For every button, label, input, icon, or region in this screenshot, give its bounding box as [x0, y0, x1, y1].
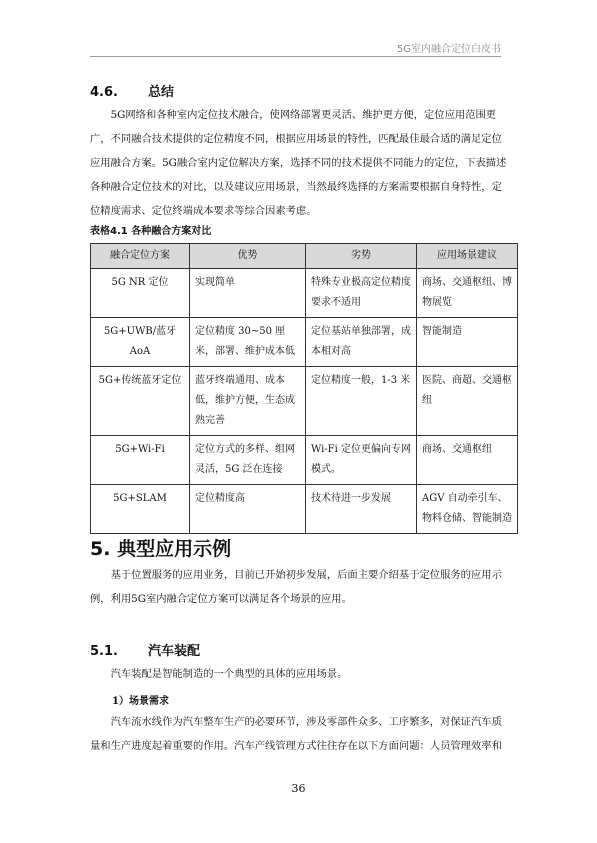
table-row — [91, 436, 518, 485]
table-cell: 5G+UWB/蓝牙 AoA — [91, 318, 190, 367]
section-title: 汽车装配 — [148, 644, 201, 659]
table-cell: 医院、商超、交通枢纽 — [417, 367, 518, 436]
table-row — [91, 269, 518, 318]
table-cell: 特殊专业极高定位精度要求不适用 — [306, 269, 417, 318]
column-header: 劣势 — [306, 244, 417, 269]
table-caption: 表格4.1 各种融合方案对比 — [90, 226, 212, 237]
chapter-title: 典型应用示例 — [117, 538, 232, 560]
table-cell: 定位方式的多样、组网灵活，5G 泛在连接 — [190, 436, 306, 485]
table-cell: 商场、交通枢纽、博物展览 — [417, 269, 518, 318]
column-header: 应用场景建议 — [417, 244, 518, 269]
section-title: 总结 — [148, 85, 175, 100]
table-cell: 智能制造 — [417, 318, 518, 367]
paragraph-text: 基于位置服务的应用业务，目前已开始初步发展，后面主要介绍基于定位服务的应用示例，利用5G室内融合定位方案可以满足各个场景的应用。 — [90, 569, 502, 605]
running-header: 5G室内融合定位白皮书 — [396, 44, 501, 55]
table-cell: 商场、交通枢纽 — [417, 436, 518, 485]
table-row — [91, 318, 518, 367]
table-cell: AGV 自动牵引车、物料仓储、智能制造 — [417, 485, 518, 534]
table-cell: 技术待进一步发展 — [306, 485, 417, 534]
table-cell: 定位精度 30~50 厘米，部署、维护成本低 — [190, 318, 306, 367]
section-heading-4-6 — [90, 81, 174, 100]
chapter-number: 5. — [90, 538, 111, 560]
chapter-intro-paragraph — [90, 563, 510, 611]
table-cell: 5G+传统蓝牙定位 — [91, 367, 190, 436]
subheading-scene-requirements: 1）场景需求 — [112, 696, 169, 707]
requirements-paragraph — [90, 710, 510, 758]
column-header: 融合定位方案 — [91, 244, 190, 269]
table-cell: 定位基站单独部署，成本相对高 — [306, 318, 417, 367]
table-header-row — [91, 244, 518, 269]
chapter-heading-5 — [90, 534, 231, 561]
section-number: 5.1. — [90, 644, 118, 659]
summary-paragraph — [90, 103, 510, 223]
section-intro-paragraph — [90, 662, 510, 686]
table-row — [91, 485, 518, 534]
comparison-table — [90, 243, 518, 534]
table-cell: 5G NR 定位 — [91, 269, 190, 318]
table-row — [91, 367, 518, 436]
table-cell: 实现简单 — [190, 269, 306, 318]
column-header: 优势 — [190, 244, 306, 269]
table-cell: 定位精度一般，1-3 米 — [306, 367, 417, 436]
table-cell: 5G+SLAM — [91, 485, 190, 534]
section-number: 4.6. — [90, 85, 118, 100]
section-heading-5-1 — [90, 640, 200, 659]
table-cell: 5G+Wi-Fi — [91, 436, 190, 485]
page-number: 36 — [291, 782, 306, 795]
table-cell: Wi-Fi 定位更偏向专网模式。 — [306, 436, 417, 485]
paragraph-text: 汽车流水线作为汽车整车生产的必要环节，涉及零部件众多、工序繁多，对保证汽车质量和生产进度起着重要的作用。汽车产线管理方式往往存在以下方面问题：人员管理效率和 — [90, 716, 502, 752]
header-rule — [90, 56, 501, 57]
table-cell: 定位精度高 — [190, 485, 306, 534]
table-cell: 蓝牙终端通用、成本低，维护方便，生态成熟完善 — [190, 367, 306, 436]
paragraph-text: 5G网络和各种室内定位技术融合，使网络部署更灵活、维护更方便，定位应用范围更广，不同融合技术提供的定位精度不同，根据应用场景的特性，匹配最佳最合适的满足定位应用融合方案。5G融合室内定位解决方案，选择不同的技术提供不同能力的定位，下表描述各种融合定位技术的对比，以及建议应用场景，当然最终选择的方案需要根据自身特性，定位精度需求、定位终端成本要求等综合因素考虑。 — [90, 109, 507, 217]
paragraph-text: 汽车装配是智能制造的一个典型的具体的应用场景。 — [110, 668, 348, 680]
